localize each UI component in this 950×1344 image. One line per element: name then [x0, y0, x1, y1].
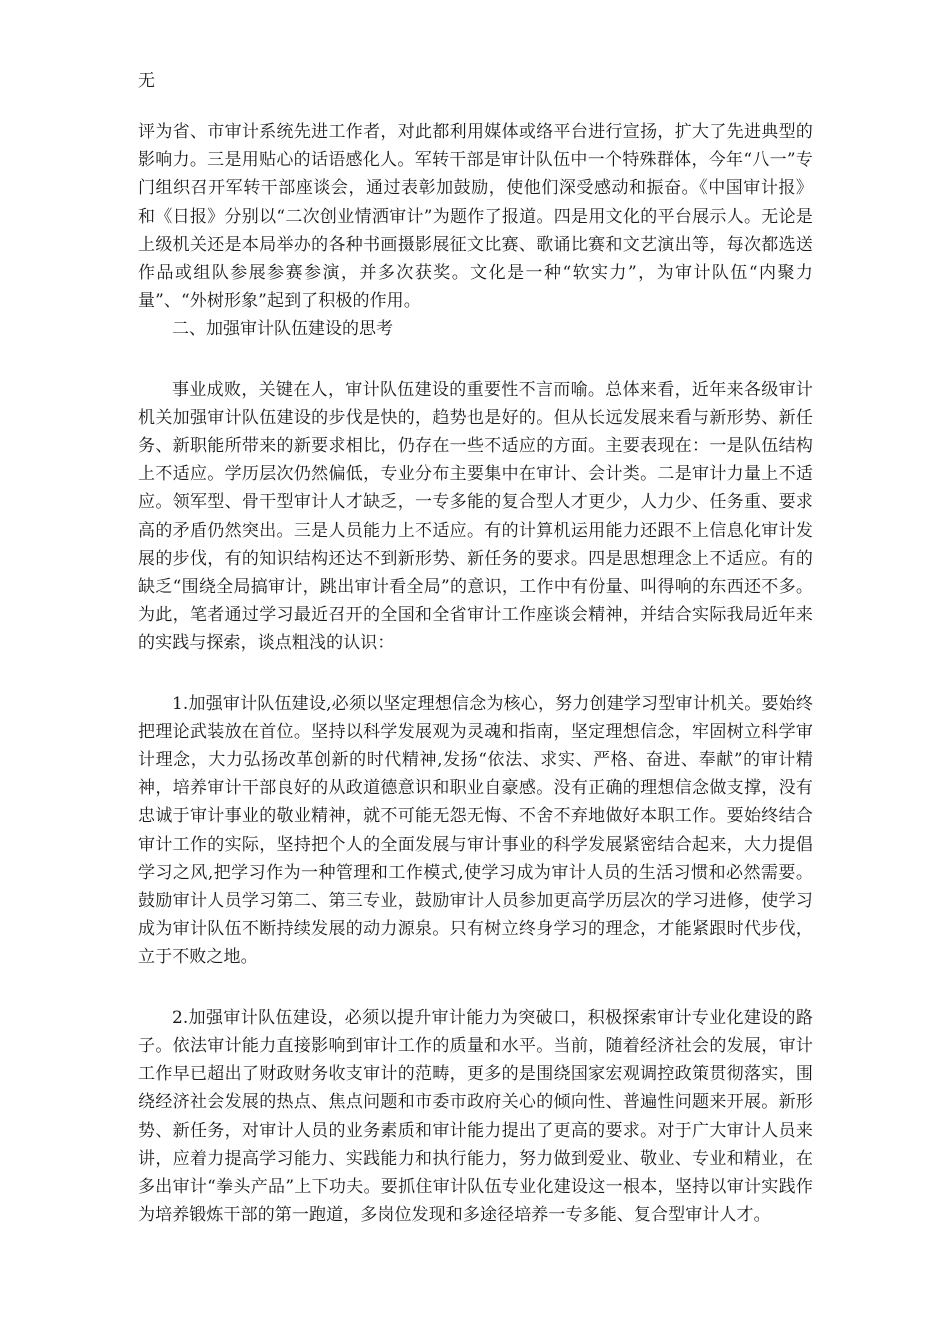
- page-header-mark: 无: [138, 71, 155, 91]
- paragraph-continued: 评为省、市审计系统先进工作者，对此都利用媒体或络平台进行宣扬，扩大了先进典型的影响力。三是用贴心的话语感化人。军转干部是审计队伍中一个特殊群体，今年“八一”专门组织召开军转干部座谈会，通过表彰加鼓励，使他们深受感动和振奋。《中国审计报》和《日报》分别以“二次创业情洒审计”为题作了报道。四是用文化的平台展示人。无论是上级机关还是本局举办的各种书画摄影展征文比赛、歌诵比赛和文艺演出等，每次都选送作品或组队参展参赛参演，并多次获奖。文化是一种“软实力”，为审计队伍“内聚力量”、“外树形象”起到了积极的作用。: [138, 122, 813, 312]
- paragraph-point-2: 2.加强审计队伍建设，必须以提升审计能力为突破口，积极探索审计专业化建设的路子。依法审计能力直接影响到审计工作的质量和水平。当前，随着经济社会的发展，审计工作早已超出了财政财务收支审计的范畴，更多的是围绕国家宏观调控政策贯彻落实，围绕经济社会发展的热点、焦点问题和市委市政府关心的倾向性、普遍性问题来开展。新形势、新任务，对审计人员的业务素质和审计能力提出了更高的要求。对于广大审计人员来讲，应着力提高学习能力、实践能力和执行能力，努力做到爱业、敬业、专业和精业，在多出审计“拳头产品”上下功夫。要抓住审计队伍专业化建设这一根本，坚持以审计实践作为培养锻炼干部的第一跑道，多岗位发现和多途径培养一专多能、复合型审计人才。: [138, 1007, 813, 1226]
- paragraph-overview: 事业成败，关键在人，审计队伍建设的重要性不言而喻。总体来看，近年来各级审计机关加强审计队伍建设的步伐是快的，趋势也是好的。但从长远发展来看与新形势、新任务、新职能所带来的新要求相比，仍存在一些不适应的方面。主要表现在：一是队伍结构上不适应。学历层次仍然偏低，专业分布主要集中在审计、会计类。二是审计力量上不适应。领军型、骨干型审计人才缺乏，一专多能的复合型人才更少，人力少、任务重、要求高的矛盾仍然突出。三是人员能力上不适应。有的计算机运用能力还跟不上信息化审计发展的步伐，有的知识结构还达不到新形势、新任务的要求。四是思想理念上不适应。有的缺乏“围绕全局搞审计，跳出审计看全局”的意识，工作中有份量、叫得响的东西还不多。为此，笔者通过学习最近召开的全国和全省审计工作座谈会精神，并结合实际我局近年来的实践与探索，谈点粗浅的认识：: [138, 379, 813, 654]
- paragraph-point-1: 1.加强审计队伍建设,必须以坚定理想信念为核心，努力创建学习型审计机关。要始终把理论武装放在首位。坚持以科学发展观为灵魂和指南，坚定理想信念，牢固树立科学审计理念，大力弘扬改革创新的时代精神,发扬“依法、求实、严格、奋进、奉献”的审计精神，培养审计干部良好的从政道德意识和职业自豪感。没有正确的理想信念做支撑，没有忠诚于审计事业的敬业精神，就不可能无怨无悔、不舍不弃地做好本职工作。要始终结合审计工作的实际，坚持把个人的全面发展与审计事业的科学发展紧密结合起来，大力提倡学习之风,把学习作为一种管理和工作模式,使学习成为审计人员的生活习惯和必然需要。鼓励审计人员学习第二、第三专业，鼓励审计人员参加更高学历层次的学习进修，使学习成为审计队伍不断持续发展的动力源泉。只有树立终身学习的理念，才能紧跟时代步伐，立于不败之地。: [138, 693, 813, 968]
- document-body: [138, 118, 813, 1229]
- section-heading: 二、加强审计队伍建设的思考: [172, 319, 393, 340]
